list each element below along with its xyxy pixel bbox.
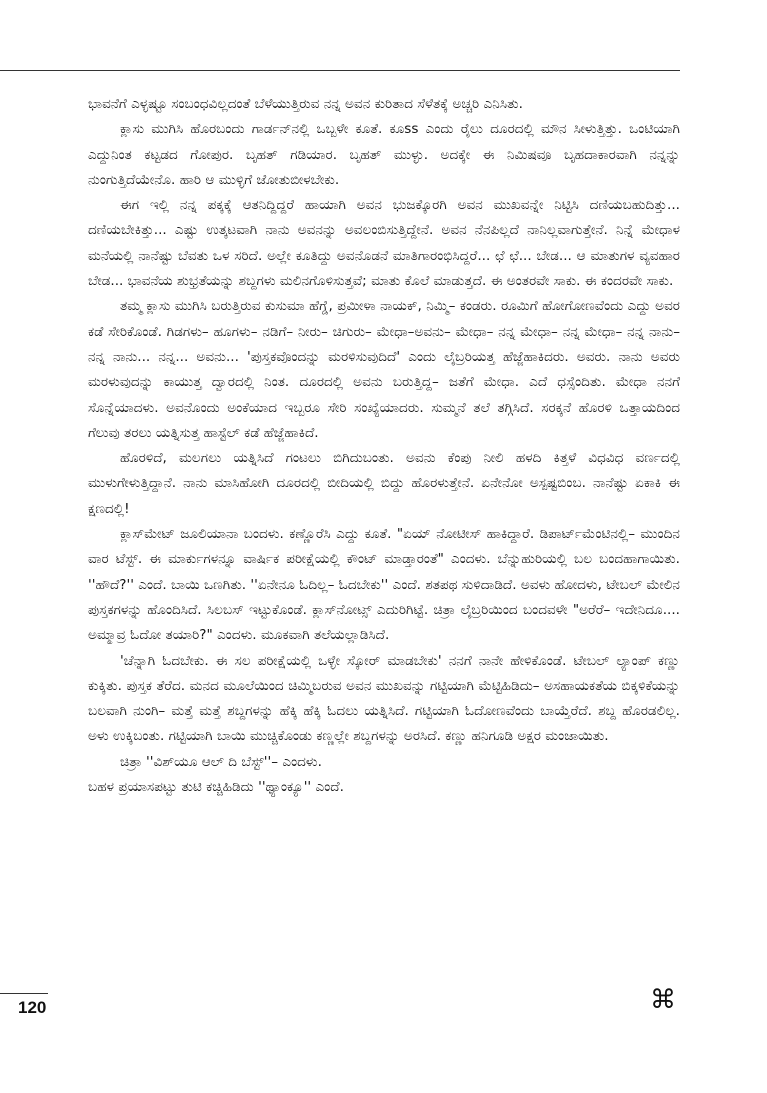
footer-rule bbox=[0, 993, 48, 994]
paragraph-8: ಚಿತ್ರಾ ''ವಿಶ್‌ಯೂ ಆಲ್ ದಿ ಬೆಸ್ಟ್''– ಎಂದಳು. bbox=[120, 753, 322, 770]
paragraph-9: ಬಹಳ ಪ್ರಯಾಸಪಟ್ಟು ತುಟಿ ಕಚ್ಚಿಹಿಡಿದು ''ಥ್ಯಾಂಕ್ಯೂ'' ಎಂದೆ. bbox=[88, 779, 344, 796]
paragraph-6: ಕ್ಲಾಸ್‌ಮೇಟ್ ಜೂಲಿಯಾನಾ ಬಂದಳು. ಕಣ್ಣೊರೆಸಿ ಎದ್ದು ಕೂತೆ. "ಏಯ್ ನೋಟೀಸ್ ಹಾಕಿದ್ದಾರೆ. ಡಿಪಾರ್ಟ್‌ಮೆಂಟಿನಲ್ಲಿ– ಮುಂದಿನ ವಾರ ಟೆಸ್ಟ್. ಈ ಮಾರ್ಕುಗಳನ್ನೂ ವಾರ್ಷಿಕ ಪರೀಕ್ಷೆಯಲ್ಲಿ ಕೌಂಟ್ ಮಾಡ್ತಾರಂತೆ" ಎಂದಳು. ಬೆನ್ನುಹುರಿಯಲ್ಲಿ ಬಲ ಬಂದಹಾಗಾಯಿತು. ''ಹೌದೆ?'' ಎಂದೆ. ಬಾಯಿ ಒಣಗಿತು. ''ಏನೇನೂ ಓದಿಲ್ಲ– ಓದಬೇಕು'' ಎಂದೆ. ಶತಪಥ ಸುಳಿದಾಡಿದೆ. ಅವಳು ಹೋದಳು, ಟೇಬಲ್ ಮೇಲಿನ ಪುಸ್ತಕಗಳನ್ನು ಹೊಂದಿಸಿದೆ. ಸಿಲಬಸ್ ಇಟ್ಟುಕೊಂಡೆ. ಕ್ಲಾಸ್‌ನೋಟ್ಸ್ ಎದುರಿಗಿಟ್ಟೆ. ಚಿತ್ರಾ ಲೈಬ್ರರಿಯಿಂದ ಬಂದವಳೇ "ಅರೆರೆ– ಇದೇನಿದೂ.... ಅಮ್ಮಾವ್ರ ಓದೋ ತಯಾರಿ?" ಎಂದಳು. ಮೂಕವಾಗಿ ತಲೆಯಲ್ಲಾಡಿಸಿದೆ. bbox=[88, 526, 680, 644]
header-rule bbox=[0, 70, 680, 71]
page-body bbox=[88, 92, 680, 800]
command-symbol-icon: ⌘ bbox=[650, 985, 676, 1015]
paragraph-7: 'ಚೆನ್ನಾಗಿ ಓದಬೇಕು. ಈ ಸಲ ಪರೀಕ್ಷೆಯಲ್ಲಿ ಒಳ್ಳೇ ಸ್ಕೋರ್ ಮಾಡಬೇಕು' ನನಗೆ ನಾನೇ ಹೇಳಿಕೊಂಡೆ. ಟೇಬಲ್ ಲ್ಯಾಂಪ್ ಕಣ್ಣು ಕುಕ್ಕಿತು. ಪುಸ್ತಕ ತೆರೆದ. ಮನದ ಮೂಲೆಯಿಂದ ಚಿಮ್ಮಿಬರುವ ಅವನ ಮುಖವನ್ನು ಗಟ್ಟಿಯಾಗಿ ಮೆಟ್ಟಿಹಿಡಿದು– ಅಸಹಾಯಕತೆಯ ಬಿಕ್ಕಳಿಕೆಯನ್ನು ಬಲವಾಗಿ ನುಂಗಿ– ಮತ್ತೆ ಮತ್ತೆ ಶಬ್ದಗಳನ್ನು ಹೆಕ್ಕಿ ಹೆಕ್ಕಿ ಓದಲು ಯತ್ನಿಸಿದೆ. ಗಟ್ಟಿಯಾಗಿ ಓದೋಣವೆಂದು ಬಾಯ್ತೆರೆದೆ. ಶಬ್ದ ಹೊರಡಲಿಲ್ಲ. ಅಳು ಉಕ್ಕಿಬಂತು. ಗಟ್ಟಿಯಾಗಿ ಬಾಯಿ ಮುಚ್ಚಿಕೊಂಡು ಕಣ್ಣಲ್ಲೇ ಶಬ್ದಗಳನ್ನು ಅರಸಿದೆ. ಕಣ್ಣು ಹನಿಗೂಡಿ ಅಕ್ಷರ ಮಂಜಾಯಿತು. bbox=[88, 652, 680, 745]
paragraph-1: ಭಾವನೆಗೆ ಎಳ್ಳಷ್ಟೂ ಸಂಬಂಧವಿಲ್ಲದಂತೆ ಬೆಳೆಯುತ್ತಿರುವ ನನ್ನ ಅವನ ಕುರಿತಾದ ಸೆಳೆತಕ್ಕೆ ಅಚ್ಚರಿ ಎನಿಸಿತು. bbox=[88, 96, 523, 112]
paragraph-5: ಹೊರಳಿದೆ, ಮಲಗಲು ಯತ್ನಿಸಿದೆ ಗಂಟಲು ಬಿಗಿದುಬಂತು. ಅವನು ಕೆಂಪು ನೀಲಿ ಹಳದಿ ಕಿತ್ತಳೆ ವಿಧವಿಧ ವರ್ಣದಲ್ಲಿ ಮುಳುಗೇಳುತ್ತಿದ್ದಾನೆ. ನಾನು ಮಾಸಿಹೋಗಿ ದೂರದಲ್ಲಿ ಬೀದಿಯಲ್ಲಿ ಬಿದ್ದು ಹೊರಳುತ್ತೇನೆ. ಏನೇನೋ ಅಸ್ಪಷ್ಟಬಿಂಬ. ನಾನೆಷ್ಟು ಏಕಾಕಿ ಈ ಕ್ಷಣದಲ್ಲಿ! bbox=[88, 450, 680, 517]
paragraph-4: ತಮ್ಮ ಕ್ಲಾಸು ಮುಗಿಸಿ ಬರುತ್ತಿರುವ ಕುಸುಮಾ ಹೆಗ್ಡೆ, ಪ್ರಮೀಳಾ ನಾಯಕ್, ನಿಮ್ಮಿ– ಕಂಡರು. ರೂಮಿಗೆ ಹೋಗೋಣವೆಂದು ಎದ್ದು ಅವರ ಕಡೆ ಸೇರಿಕೊಂಡೆ. ಗಿಡಗಳು– ಹೂಗಳು– ನಡಿಗೆ– ನೀರು– ಚಿಗುರು– ಮೇಧಾ–ಅವನು– ಮೇಧಾ– ನನ್ನ ಮೇಧಾ– ನನ್ನ ಮೇಧಾ– ನನ್ನ ನಾನು– ನನ್ನ ನಾನು... ನನ್ನ... ಅವನು... 'ಪುಸ್ತಕವೊಂದನ್ನು ಮರಳಿಸುವುದಿದೆ' ಎಂದು ಲೈಬ್ರರಿಯತ್ತ ಹೆಜ್ಜೆಹಾಕಿದರು. ಅವರು. ನಾನು ಅವರು ಮರಳುವುದನ್ನು ಕಾಯುತ್ತ ದ್ವಾರದಲ್ಲಿ ನಿಂತ. ದೂರದಲ್ಲಿ ಅವನು ಬರುತ್ತಿದ್ದ– ಜತೆಗೆ ಮೇಧಾ. ಎದೆ ಧಸ್ಸೆಂದಿತು. ಮೇಧಾ ನನಗೆ ಸೊನ್ನೆಯಾದಳು. ಅವನೊಂದು ಅಂಕೆಯಾದ ಇಬ್ಬರೂ ಸೇರಿ ಸಂಖ್ಯೆಯಾದರು. ಸುಮ್ಮನೆ ತಲೆ ತಗ್ಗಿಸಿದೆ. ಸರಕ್ಕನೆ ಹೊರಳಿ ಒತ್ತಾಯದಿಂದ ಗೆಲುವು ತರಲು ಯತ್ನಿಸುತ್ತ ಹಾಸ್ಟೆಲ್ ಕಡೆ ಹೆಜ್ಜೆಹಾಕಿದೆ. bbox=[88, 298, 680, 441]
paragraph-3: ಈಗ ಇಲ್ಲಿ ನನ್ನ ಪಕ್ಕಕ್ಕೆ ಆತನಿದ್ದಿದ್ದರೆ ಹಾಯಾಗಿ ಅವನ ಭುಜಕ್ಕೊರಗಿ ಅವನ ಮುಖವನ್ನೇ ನಿಟ್ಟಿಸಿ ದಣಿಯಬಹುದಿತ್ತು... ದಣಿಯಬೇಕಿತ್ತು... ಎಷ್ಟು ಉತ್ಕಟವಾಗಿ ನಾನು ಅವನನ್ನು ಅವಲಂಬಿಸುತ್ತಿದ್ದೇನೆ. ಅವನ ನೆನಪಿಲ್ಲದೆ ನಾನಿಲ್ಲವಾಗುತ್ತೇನೆ. ನಿನ್ನೆ ಮೇಧಾಳ ಮನೆಯಲ್ಲಿ ನಾನೆಷ್ಟು ಬೆವತು ಒಳ ಸರಿದೆ. ಅಲ್ಲೇ ಕೂತಿದ್ದು ಅವನೊಡನೆ ಮಾತಿಗಾರಂಭಿಸಿದ್ದರೆ... ಛೆ ಛೆ... ಬೇಡ... ಆ ಮಾತುಗಳ ವ್ಯವಹಾರ ಬೇಡ... ಭಾವನೆಯ ಶುಭ್ರತೆಯನ್ನು ಶಬ್ದಗಳು ಮಲಿನಗೊಳಿಸುತ್ತವೆ; ಮಾತು ಕೊಲೆ ಮಾಡುತ್ತದೆ. ಈ ಅಂತರವೇ ಸಾಕು. ಈ ಕಂದರವೇ ಸಾಕು. bbox=[88, 197, 680, 290]
page-number: 120 bbox=[18, 998, 47, 1017]
paragraph-2: ಕ್ಲಾಸು ಮುಗಿಸಿ ಹೊರಬಂದು ಗಾರ್ಡನ್‌ನಲ್ಲಿ ಒಬ್ಬಳೇ ಕೂತೆ. ಕೂss ಎಂದು ರೈಲು ದೂರದಲ್ಲಿ ಮೌನ ಸೀಳುತ್ತಿತ್ತು. ಒಂಟಿಯಾಗಿ ಎದ್ದುನಿಂತ ಕಟ್ಟಡದ ಗೋಪುರ. ಬೃಹತ್ ಗಡಿಯಾರ. ಬೃಹತ್ ಮುಳ್ಳು. ಅದಕ್ಕೇ ಈ ನಿಮಿಷವೂ ಬೃಹದಾಕಾರವಾಗಿ ನನ್ನನ್ನು ನುಂಗುತ್ತಿದೆಯೇನೊ. ಹಾರಿ ಆ ಮುಳ್ಳಿಗೆ ಜೋತುಬೀಳಬೇಕು. bbox=[88, 121, 680, 188]
